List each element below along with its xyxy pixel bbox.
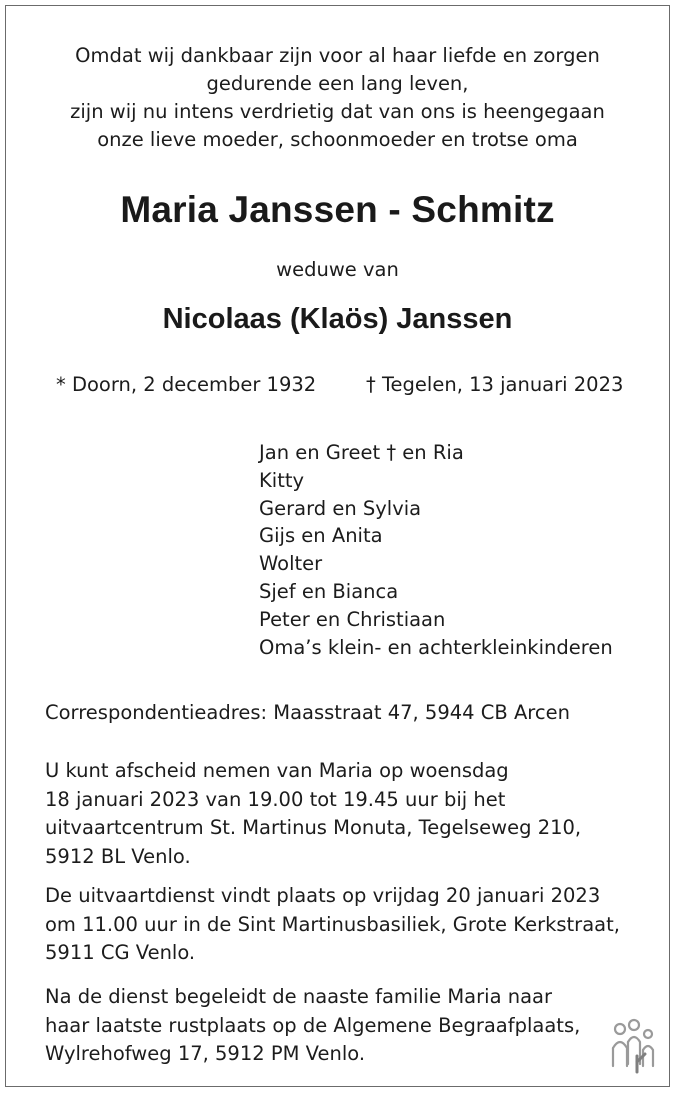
farewell-paragraph [45, 757, 643, 871]
paragraph-line: haar laatste rustplaats op de Algemene Begraafplaats, [45, 1013, 581, 1037]
paragraph-line: uitvaartcentrum St. Martinus Monuta, Tegelseweg 210, [45, 816, 582, 839]
death-date: † Tegelen, 13 januari 2023 [366, 373, 624, 396]
family-member: Gijs en Anita [259, 524, 383, 548]
family-member: Jan en Greet † en Ria [259, 441, 464, 464]
deceased-name: Maria Janssen - Schmitz [120, 189, 555, 230]
obituary-card [5, 5, 670, 1087]
service-paragraph [45, 882, 643, 968]
family-member: Kitty [259, 468, 305, 492]
correspondence-address: Correspondentieadres: Maasstraat 47, 5944 CB Arcen [45, 701, 570, 724]
spouse-name: Nicolaas (Klaös) Janssen [162, 303, 513, 335]
family-member: Sjef en Bianca [259, 579, 399, 603]
intro-line: zijn wij nu intens verdrietig dat van ons is heengegaan [70, 100, 605, 123]
paragraph-line: Wylrehofweg 17, 5912 PM Venlo. [45, 1042, 366, 1065]
family-member: Gerard en Sylvia [259, 496, 422, 520]
intro-text [26, 42, 649, 154]
intro-line: Omdat wij dankbaar zijn voor al haar liefde en zorgen [75, 44, 600, 67]
family-member: Wolter [259, 552, 323, 576]
intro-line: onze lieve moeder, schoonmoeder en trotse oma [97, 128, 578, 151]
paragraph-line: 18 januari 2023 van 19.00 tot 19.45 uur bij het [45, 787, 506, 811]
intro-line: gedurende een lang leven, [206, 72, 469, 95]
family-list [259, 439, 613, 661]
paragraph-line: De uitvaartdienst vindt plaats op vrijdag 20 januari 2023 [45, 884, 601, 907]
burial-paragraph [45, 983, 643, 1069]
paragraph-line: U kunt afscheid nemen van Maria op woensdag [45, 759, 509, 782]
paragraph-line: Na de dienst begeleidt de naaste familie Maria naar [45, 985, 552, 1008]
family-member: Peter en Christiaan [259, 607, 446, 631]
birth-date: * Doorn, 2 december 1932 [56, 373, 317, 396]
widow-of-label: weduwe van [276, 258, 399, 281]
paragraph-line: 5912 BL Venlo. [45, 844, 191, 868]
paragraph-line: 5911 CG Venlo. [45, 941, 196, 964]
paragraph-line: om 11.00 uur in de Sint Martinusbasiliek, Grote Kerkstraat, [45, 912, 620, 936]
family-logo-icon [607, 1018, 659, 1074]
family-member: Oma’s klein- en achterkleinkinderen [259, 635, 613, 659]
